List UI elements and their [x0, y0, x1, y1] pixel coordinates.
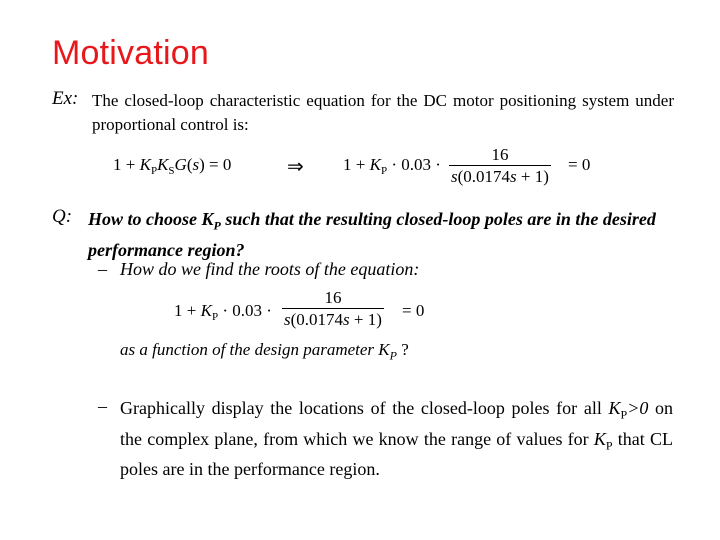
bullet2-kp-subscript: P [620, 407, 628, 422]
bullet2-kp-condition: >0 [627, 398, 649, 418]
example-label: Ex: [52, 88, 79, 109]
bullet2-text-a: Graphically display the locations of the closed-loop poles for all [120, 398, 609, 418]
bullet2-dash: – [98, 396, 107, 416]
bullet2-text-b: on the complex plane, from which we know the range of values for [120, 398, 674, 449]
bullet2-text-c: that CL poles are in the performance region. [120, 428, 673, 480]
slide-title: Motivation [52, 34, 209, 72]
root-equation-suffix: = 0 [402, 301, 425, 320]
equation-right-suffix: = 0 [568, 155, 591, 174]
bullet2-kp2-subscript: P [605, 438, 613, 453]
bullet2-text [120, 396, 673, 481]
root-equation-prefix: $1 + K_P \cdot 0.03$ · [174, 301, 272, 323]
equation-right-prefix: $1 + K_P \cdot 0.03$ · [343, 155, 441, 177]
bullet1-text: How do we find the roots of the equation: [120, 259, 420, 279]
fraction-numerator: 16 [491, 145, 509, 164]
design-parameter-text-b: ? [396, 340, 409, 359]
bullet1-dash: – [98, 259, 107, 279]
design-parameter-text [120, 340, 409, 363]
question-text-a: How to choose K [88, 209, 214, 229]
implies-arrow: ⇒ [287, 156, 304, 178]
design-parameter-text-a: as a function of the design parameter K [120, 340, 390, 359]
question-kp-subscript: P [213, 218, 221, 233]
example-text: The closed-loop characteristic equation for the DC motor positioning system under proportional control is: [92, 91, 674, 134]
fraction-denominator: s(0.0174s + 1) [451, 167, 549, 186]
root-fraction-numerator: 16 [324, 288, 342, 307]
equation-fraction [449, 145, 551, 187]
bullet2-kp: K [608, 398, 621, 418]
equation-left: $1 + K_PK_SG(s) = 0$ [113, 155, 232, 177]
question-text [88, 207, 673, 262]
root-equation-fraction [282, 288, 384, 330]
question-label: Q: [52, 206, 73, 227]
root-fraction-denominator: s(0.0174s + 1) [284, 310, 382, 329]
question-text-b: such that the resulting closed-loop poles are in the desired performance region? [88, 209, 656, 260]
bullet2-kp2: K [593, 428, 606, 449]
design-parameter-subscript: P [389, 348, 397, 363]
